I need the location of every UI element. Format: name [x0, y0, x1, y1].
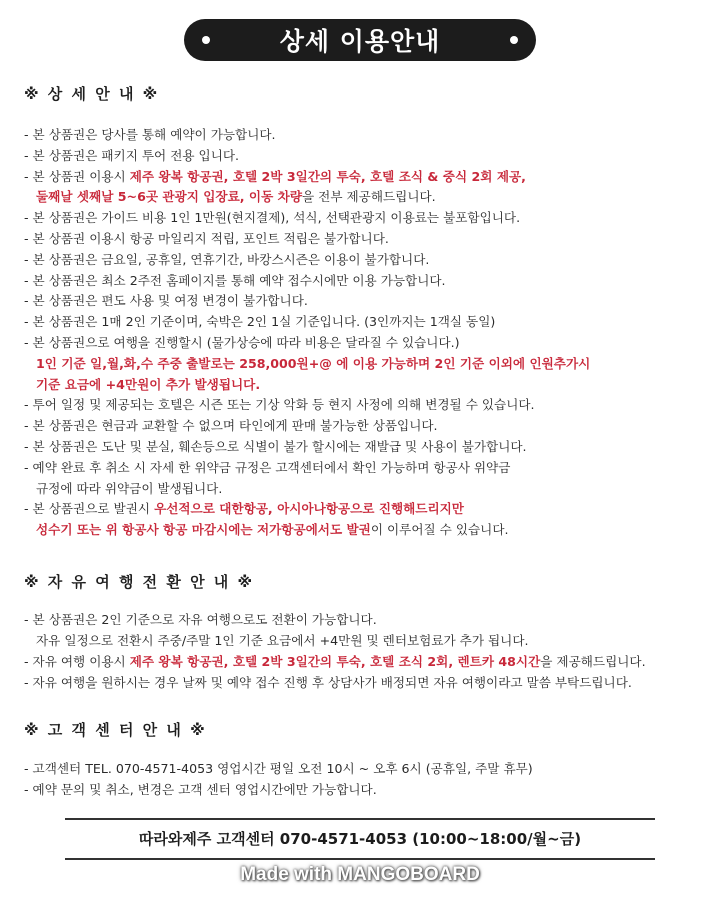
info-line	[24, 272, 446, 289]
info-line	[24, 781, 377, 798]
section-heading-customer-center: ※ 고 객 센 터 안 내 ※	[24, 721, 207, 739]
info-line	[24, 147, 239, 164]
line-text: - 본 상품권은 2인 기준으로 자유 여행으로도 전환이 가능합니다.	[24, 612, 377, 627]
line-text: - 고객센터 TEL. 070-4571-4053 영업시간 평일 오전 10시 ~ 오후 6시 (공휴일, 주말 휴무)	[24, 761, 533, 776]
info-line	[36, 188, 436, 205]
line-text: - 자유 여행을 원하시는 경우 날짜 및 예약 접수 진행 후 상담사가 배정되면 자유 여행이라고 말씀 부탁드립니다.	[24, 675, 632, 690]
footer-contact: 따라와제주 고객센터 070-4571-4053 (10:00~18:00/월~금)	[138, 830, 582, 848]
info-line	[24, 611, 377, 628]
page-title: 상세 이용안내	[279, 27, 441, 56]
line-text: - 본 상품권은 현금과 교환할 수 없으며 타인에게 판매 불가능한 상품입니다.	[24, 418, 438, 434]
info-line	[36, 632, 529, 649]
line-text: - 본 상품권으로 발권시	[24, 501, 155, 517]
info-line	[24, 396, 535, 413]
info-line	[24, 760, 533, 777]
info-line	[36, 355, 590, 372]
line-text: - 본 상품권은 가이드 비용 1인 1만원(현지결제), 석식, 선택관광지 이용료는 불포함입니다.	[24, 210, 521, 226]
line-text: 을 제공해드립니다.	[540, 654, 646, 669]
line-text: - 본 상품권 이용시 항공 마일리지 적립, 포인트 적립은 불가합니다.	[24, 231, 389, 246]
info-line	[24, 459, 510, 476]
line-text: - 본 상품권은 금요일, 공휴일, 연휴기간, 바캉스시즌은 이용이 불가합니다.	[24, 251, 430, 267]
highlight-text: 둘째날 셋째날 5~6곳 관광지 입장료, 이동 차량	[36, 189, 302, 205]
highlight-text: 제주 왕복 항공권, 호텔 2박 3일간의 투숙, 호텔 조식 & 중식 2회 제공,	[129, 168, 526, 184]
info-line	[36, 521, 509, 538]
line-text: - 본 상품권은 편도 사용 및 여정 변경이 불가합니다.	[24, 293, 308, 309]
info-line	[24, 438, 527, 455]
bullet-dot-icon	[202, 36, 210, 44]
info-line	[36, 376, 260, 393]
highlight-text: 기준 요금에 +4만원이 추가 발생됩니다.	[36, 376, 261, 392]
line-text: - 본 상품권은 1매 2인 기준이며, 숙박은 2인 1실 기준입니다. (3인까지는 1객실 동일)	[24, 314, 496, 330]
watermark: Made with MANGOBOARD	[240, 864, 480, 885]
info-line	[24, 126, 276, 143]
info-line	[24, 168, 526, 185]
info-line	[24, 334, 460, 351]
info-line	[24, 313, 495, 330]
line-text: - 본 상품권은 도난 및 분실, 훼손등으로 식별이 불가 할시에는 재발급 및 사용이 불가합니다.	[24, 439, 527, 454]
line-text: - 예약 완료 후 취소 시 자세 한 위약금 규정은 고객센터에서 확인 가능하며 항공사 위약금	[24, 459, 511, 475]
title-banner	[184, 19, 536, 61]
info-line	[24, 653, 646, 670]
footer-divider-bottom	[65, 858, 655, 860]
line-text: 자유 일정으로 전환시 주중/주말 1인 기준 요금에서 +4만원 및 렌터보험료가 추가 됩니다.	[36, 633, 529, 648]
info-line	[24, 292, 308, 309]
line-text: 이 이루어질 수 있습니다.	[370, 522, 509, 538]
highlight-text: 성수기 또는 위 항공사 항공 마감시에는 저가항공에서도 발권	[36, 522, 371, 538]
highlight-text: 제주 왕복 항공권, 호텔 2박 3일간의 투숙, 호텔 조식 2회, 렌트카 48시간	[129, 654, 541, 669]
line-text: - 예약 문의 및 취소, 변경은 고객 센터 영업시간에만 가능합니다.	[24, 782, 377, 797]
info-line	[24, 500, 464, 517]
footer-divider-top	[65, 818, 655, 820]
line-text: 을 전부 제공해드립니다.	[301, 189, 436, 205]
info-line	[36, 480, 222, 497]
highlight-text: 우선적으로 대한항공, 아시아나항공으로 진행해드리지만	[154, 501, 464, 517]
line-text: - 본 상품권 이용시	[24, 168, 130, 184]
line-text: - 본 상품권은 패키지 투어 전용 입니다.	[24, 147, 240, 163]
line-text: - 자유 여행 이용시	[24, 654, 130, 669]
highlight-text: 1인 기준 일,월,화,수 주중 출발로는 258,000원+@ 에 이용 가능하며 2인 기준 이외에 인원추가시	[36, 355, 591, 371]
bullet-dot-icon	[510, 36, 518, 44]
section-heading-free-travel: ※ 자 유 여 행 전 환 안 내 ※	[24, 573, 255, 591]
info-line	[24, 674, 632, 691]
line-text: - 본 상품권은 당사를 통해 예약이 가능합니다.	[24, 127, 276, 142]
info-line	[24, 230, 389, 247]
line-text: - 투어 일정 및 제공되는 호텔은 시즌 또는 기상 악화 등 현지 사정에 의해 변경될 수 있습니다.	[24, 397, 535, 413]
info-line	[24, 251, 429, 268]
line-text: - 본 상품권은 최소 2주전 홈페이지를 통해 예약 접수시에만 이용 가능합니다.	[24, 272, 446, 288]
section-heading-details: ※ 상 세 안 내 ※	[24, 85, 160, 103]
info-line	[24, 209, 520, 226]
info-line	[24, 417, 438, 434]
line-text: 규정에 따라 위약금이 발생됩니다.	[36, 480, 223, 496]
line-text: - 본 상품권으로 여행을 진행할시 (물가상승에 따라 비용은 달라질 수 있습니다.)	[24, 335, 460, 350]
